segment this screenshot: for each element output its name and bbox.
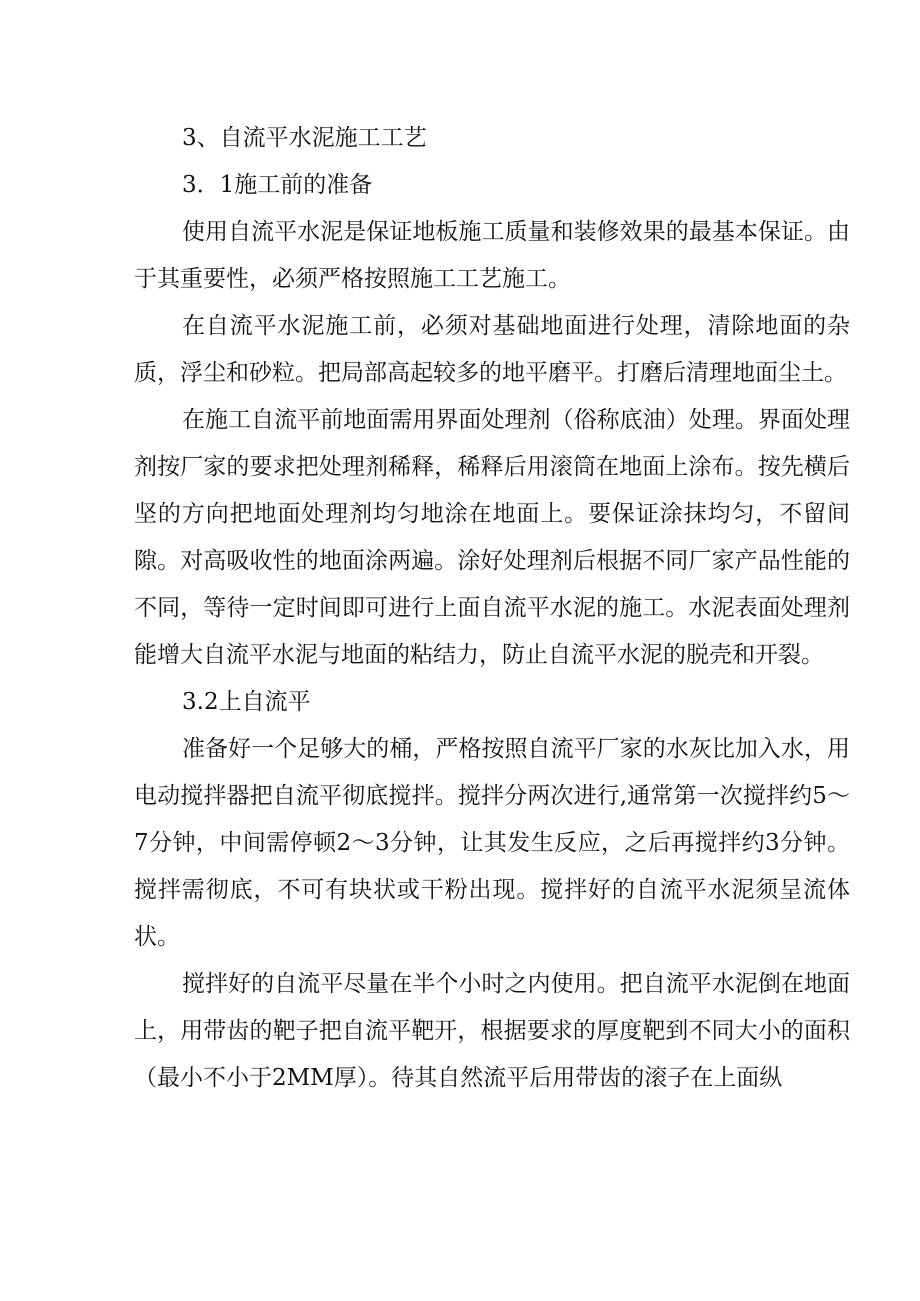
- body-paragraph: 在施工自流平前地面需用界面处理剂（俗称底油）处理。界面处理剂按厂家的要求把处理剂稀释，稀释后用滚筒在地面上涂布。按先横后坚的方向把地面处理剂均匀地涂在地面上。要保证涂抹均匀，不留间隙。对高吸收性的地面涂两遍。涂好处理剂后根据不同厂家产品性能的不同，等待一定时间即可进行上面自流平水泥的施工。水泥表面处理剂能增大自流平水泥与地面的粘结力，防止自流平水泥的脱壳和开裂。: [134, 407, 850, 668]
- body-paragraph: 搅拌好的自流平尽量在半个小时之内使用。把自流平水泥倒在地面上，用带齿的靶子把自流平靶开，根据要求的厚度靶到不同大小的面积（最小不小于2MM厚）。待其自然流平后用带齿的滚子在上面纵: [134, 971, 850, 1091]
- document-body: [134, 115, 850, 1102]
- body-paragraph: 在自流平水泥施工前，必须对基础地面进行处理，清除地面的杂质，浮尘和砂粒。把局部高起较多的地平磨平。打磨后清理地面尘土。: [134, 313, 850, 386]
- subsection-heading: 3.2上自流平: [182, 689, 311, 715]
- body-paragraph: 准备好一个足够大的桶，严格按照自流平厂家的水灰比加入水，用电动搅拌器把自流平彻底搅拌。搅拌分两次进行,通常第一次搅拌约5～7分钟，中间需停顿2～3分钟，让其发生反应，之后再搅拌约3分钟。搅拌需彻底，不可有块状或干粉出现。搅拌好的自流平水泥须呈流体状。: [134, 736, 850, 950]
- subsection-heading: 3．1施工前的准备: [182, 172, 373, 198]
- body-paragraph: 使用自流平水泥是保证地板施工质量和装修效果的最基本保证。由于其重要性，必须严格按照施工工艺施工。: [134, 219, 850, 292]
- section-heading: 3、自流平水泥施工工艺: [182, 125, 427, 151]
